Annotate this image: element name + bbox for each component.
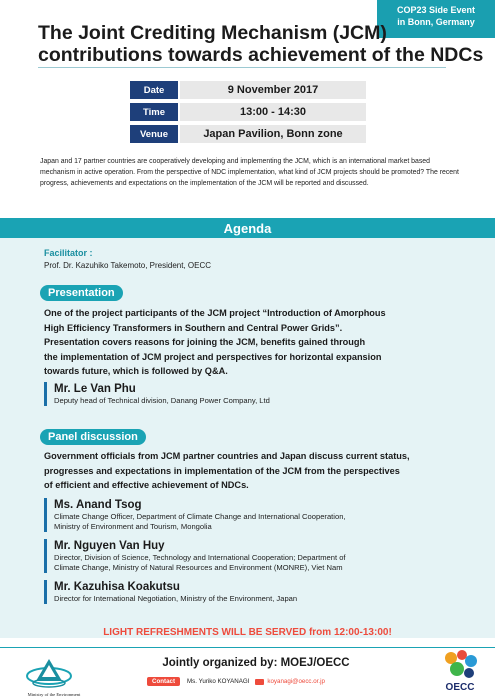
contact-email-link[interactable]: koyanagi@oecc.or.jp (267, 678, 325, 685)
ministry-logo-icon (22, 655, 76, 691)
description-line: towards future, which is followed by Q&A. (44, 366, 228, 376)
speaker-name: Mr. Le Van Phu (54, 383, 136, 395)
info-key: Venue (130, 125, 178, 143)
description-line: of efficient and effective achievement of NDCs. (44, 480, 249, 490)
description-line: Government officials from JCM partner countries and Japan discuss current status, (44, 451, 410, 461)
speaker-role (54, 396, 464, 406)
panel-description (44, 449, 464, 493)
info-row-venue (130, 125, 366, 143)
refreshments-notice: LIGHT REFRESHMENTS WILL BE SERVED from 12:00-13:00! (103, 627, 392, 638)
role-line: Director, Division of Science, Technology and International Cooperation; Department of (54, 553, 346, 562)
role-line: Deputy head of Technical division, Danang Power Company, Ltd (54, 396, 270, 405)
agenda-heading: Agenda (0, 218, 495, 238)
presentation-description (44, 306, 464, 379)
facilitator-name: Prof. Dr. Kazuhiko Takemoto, President, OECC (44, 261, 212, 270)
speaker-name: Mr. Nguyen Van Huy (54, 540, 165, 552)
speaker-name: Ms. Anand Tsog (54, 499, 142, 511)
info-row-date (130, 81, 366, 99)
speaker-name: Mr. Kazuhisa Koakutsu (54, 581, 180, 593)
speaker-role (54, 553, 464, 573)
title-line1: The Joint Crediting Mechanism (JCM) (38, 22, 387, 44)
speaker-card (44, 580, 464, 604)
panel-discussion-label: Panel discussion (40, 429, 146, 445)
mail-icon (255, 679, 264, 685)
speaker-card (44, 382, 464, 406)
speaker-card (44, 498, 464, 532)
role-line: Climate Change Officer, Department of Climate Change and International Cooperation, (54, 512, 346, 521)
event-tag-line2: in Bonn, Germany (397, 17, 475, 27)
footer-divider (0, 647, 495, 648)
info-key: Time (130, 103, 178, 121)
speaker-card (44, 539, 464, 573)
info-value: 13:00 - 14:30 (180, 103, 366, 121)
event-tag-line1: COP23 Side Event (396, 5, 476, 15)
oecc-label: OECC (445, 682, 475, 693)
presentation-label: Presentation (40, 285, 123, 301)
title-line2: contributions towards achievement of the NDCs (38, 44, 484, 66)
title-divider (38, 67, 446, 68)
speaker-role (54, 512, 464, 532)
contact-name: Ms. Yuriko KOYANAGI (187, 678, 250, 685)
description-line: Presentation covers reasons for joining the JCM, benefits gained through (44, 337, 366, 347)
intro-paragraph: Japan and 17 partner countries are cooperatively developing and implementing the JCM, which is an international market based mechanism in active operation. From the perspective of NDC implementation, what kind of JCM projects should be promoted? The recent progress, achievements and expectations on the implementation of the JCM will be reported and discussed. (40, 158, 459, 188)
description-line: the implementation of JCM project and perspectives for horizontal expansion (44, 351, 382, 362)
oecc-logo-icon (437, 648, 483, 684)
role-line: Director for International Negotiation, Ministry of the Environment, Japan (54, 594, 298, 603)
info-value: Japan Pavilion, Bonn zone (180, 125, 366, 143)
event-info-table (130, 81, 366, 147)
description-line: High Efficiency Transformers in Southern and Central Power Grids”. (44, 322, 343, 333)
organizer-line: Jointly organized by: MOEJ/OECC (162, 657, 350, 669)
ministry-label: Ministry of the Environment (27, 692, 81, 697)
contact-row (147, 677, 325, 686)
role-line: Ministry of Environment and Tourism, Mongolia (54, 522, 212, 531)
role-line: Climate Change, Ministry of Natural Resources and Environment (MONRE), Viet Nam (54, 563, 343, 572)
facilitator-label: Facilitator : (44, 248, 93, 258)
speaker-role (54, 594, 464, 604)
info-row-time (130, 103, 366, 121)
info-key: Date (130, 81, 178, 99)
info-value: 9 November 2017 (180, 81, 366, 99)
contact-label: Contact (147, 677, 180, 686)
description-line: One of the project participants of the JCM project “Introduction of Amorphous (44, 308, 386, 318)
description-line: progresses and expectations in implementation of the JCM from the perspectives (44, 465, 400, 476)
